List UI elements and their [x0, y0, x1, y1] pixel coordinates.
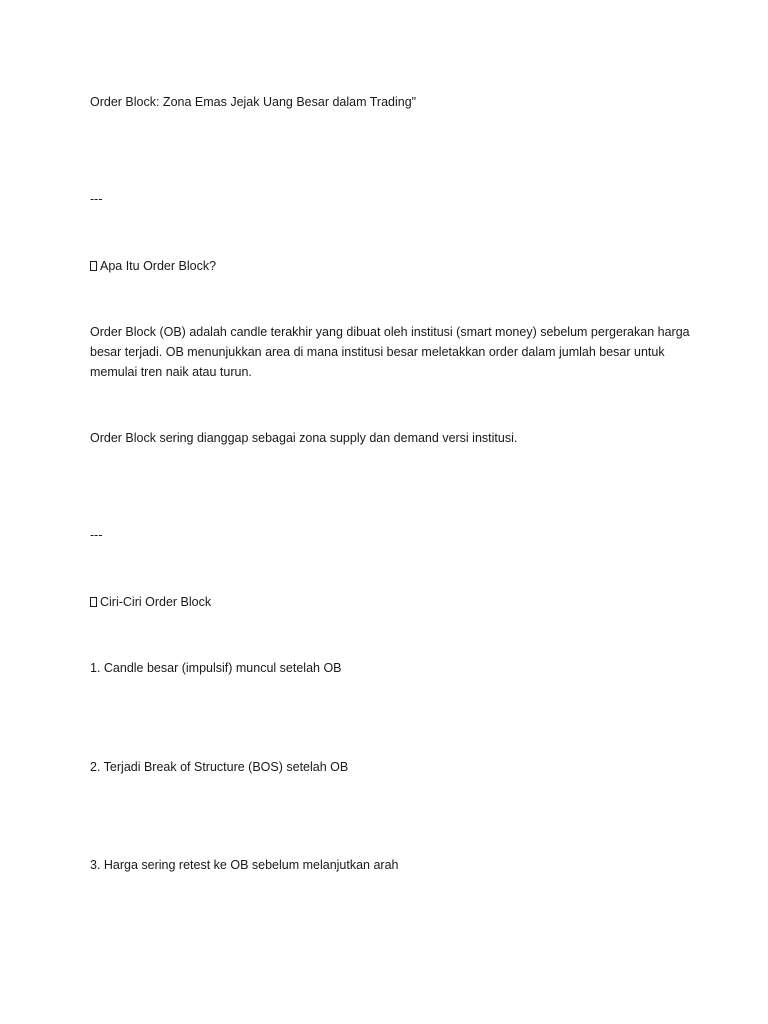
list-item: 2. Terjadi Break of Structure (BOS) setelah OB [90, 760, 349, 774]
section-heading-apa-itu [90, 258, 216, 274]
section-heading-ciri-ciri [90, 594, 211, 610]
paragraph-definition: Order Block (OB) adalah candle terakhir yang dibuat oleh institusi (smart money) sebelum pergerakan harga besar terjadi. OB menunjukkan area di mana institusi besar meletakkan order dalam jumlah besar untuk memulai tren naik atau turun. [90, 325, 690, 379]
section-heading-label: Ciri-Ciri Order Block [100, 595, 212, 609]
paragraph-supply-demand: Order Block sering dianggap sebagai zona supply dan demand versi institusi. [90, 431, 518, 445]
list-item: 3. Harga sering retest ke OB sebelum melanjutkan arah [90, 858, 399, 872]
section-heading-label: Apa Itu Order Block? [100, 259, 217, 273]
missing-glyph-icon [90, 261, 97, 271]
separator: --- [90, 192, 103, 206]
separator: --- [90, 528, 103, 542]
missing-glyph-icon [90, 597, 97, 607]
list-item: 1. Candle besar (impulsif) muncul setelah OB [90, 661, 342, 675]
document-title: Order Block: Zona Emas Jejak Uang Besar dalam Trading" [90, 95, 417, 109]
